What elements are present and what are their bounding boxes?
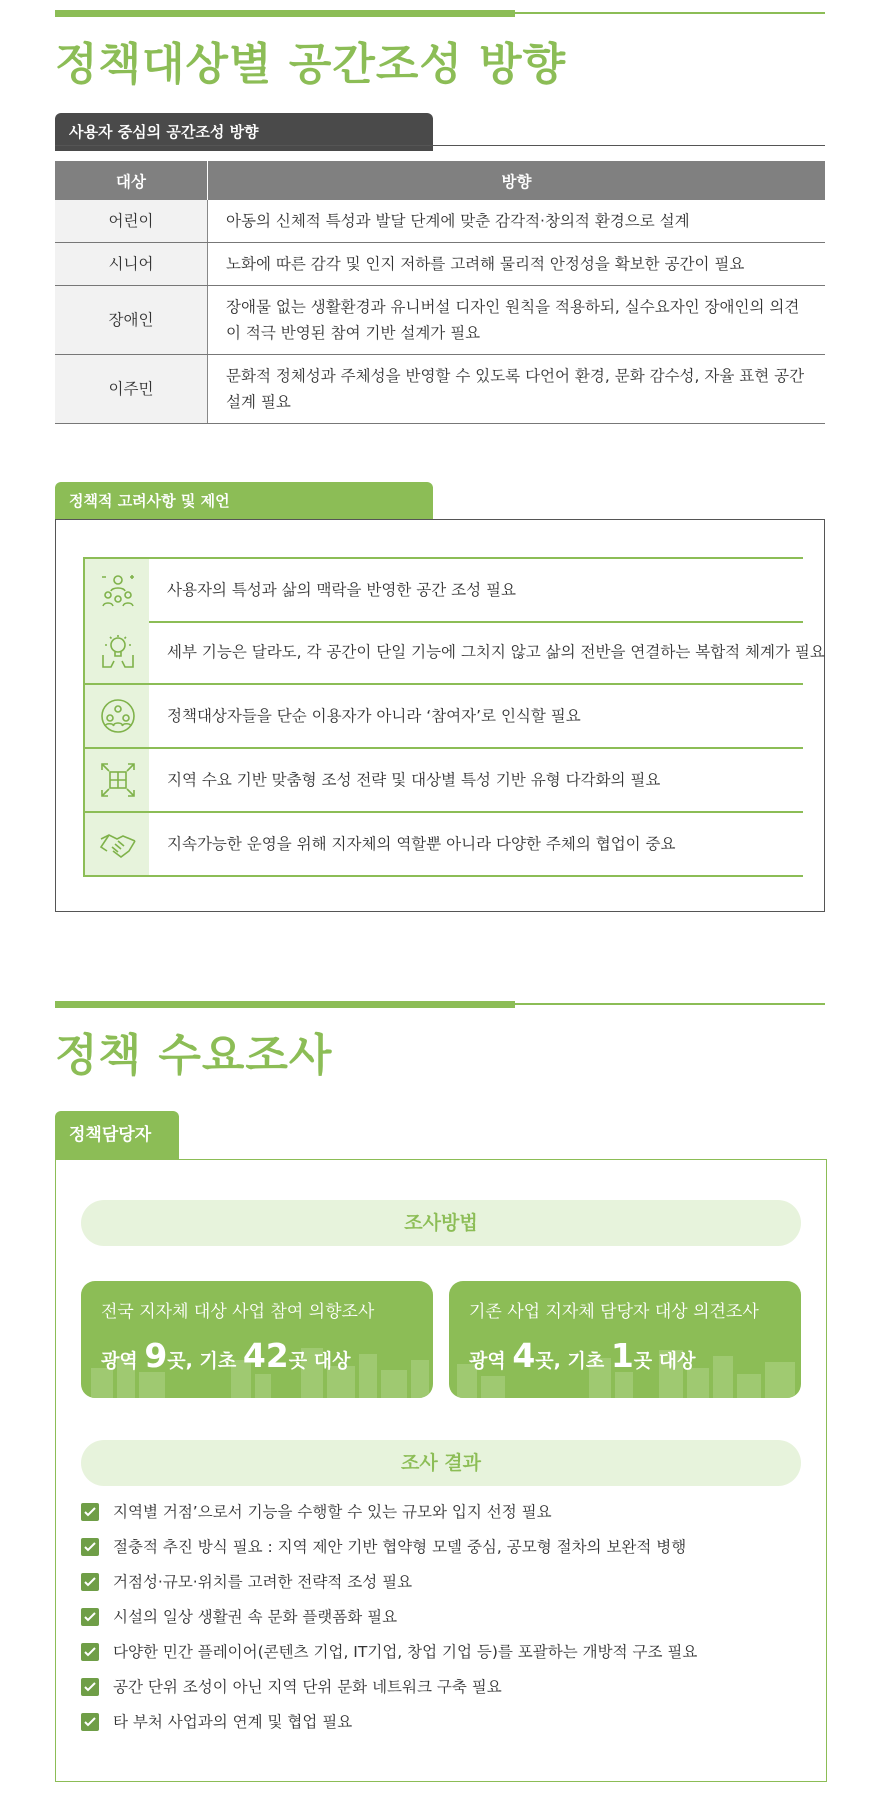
table-row [55, 355, 825, 424]
consideration-text: 세부 기능은 달라도, 각 공간이 단일 기능에 그치지 않고 삶의 전반을 연결하는 복합적 체계가 필요 [167, 643, 825, 661]
survey-card [81, 1281, 433, 1398]
consideration-text: 지역 수요 기반 맞춤형 조성 전략 및 대상별 특성 기반 유형 다각화의 필요 [167, 771, 661, 789]
direction-table [55, 161, 825, 424]
consideration-text: 정책대상자들을 단순 이용자가 아니라 ‘참여자’로 인식할 필요 [167, 707, 581, 725]
table-cell-direction: 문화적 정체성과 주체성을 반영할 수 있도록 다언어 환경, 문화 감수성, 자율 표현 공간 설계 필요 [208, 355, 826, 424]
table-row [55, 243, 825, 286]
check-icon [81, 1573, 99, 1591]
table-row [55, 200, 825, 243]
consideration-text: 지속가능한 운영을 위해 지자체의 역할뿐 아니라 다양한 주체의 협업이 중요 [167, 835, 676, 853]
community-circle-icon [83, 685, 149, 747]
list-item [83, 557, 803, 623]
survey-card-stat: 광역 4곳, 기초 1곳 대상 [469, 1336, 696, 1375]
list-item [83, 813, 803, 877]
survey-method-header: 조사방법 [81, 1200, 801, 1246]
tab-underline [55, 145, 825, 146]
table-header-target: 대상 [55, 161, 208, 200]
section-demand-survey [55, 1003, 825, 1793]
survey-card-stat: 광역 9곳, 기초 42곳 대상 [101, 1336, 351, 1375]
subsection-tab-considerations: 정책적 고려사항 및 제언 [55, 482, 433, 520]
table-cell-target: 이주민 [55, 355, 208, 424]
table-cell-target: 어린이 [55, 200, 208, 243]
table-cell-direction: 아동의 신체적 특성과 발달 단계에 맞춘 감각적·창의적 환경으로 설계 [208, 200, 826, 243]
check-icon [81, 1643, 99, 1661]
list-item [83, 621, 825, 685]
table-cell-direction: 노화에 따른 감각 및 인지 저하를 고려해 물리적 안정성을 확보한 공간이 필요 [208, 243, 826, 286]
check-icon [81, 1678, 99, 1696]
handshake-icon [83, 813, 149, 875]
survey-card-title: 전국 지자체 대상 사업 참여 의향조사 [101, 1302, 375, 1322]
check-icon [81, 1538, 99, 1556]
survey-card-title: 기존 사업 지자체 담당자 대상 의견조사 [469, 1302, 759, 1322]
list-item [83, 685, 803, 749]
check-icon [81, 1608, 99, 1626]
section-divider [55, 12, 825, 14]
section-title: 정책대상별 공간조성 방향 [55, 39, 567, 90]
list-item [83, 749, 803, 813]
table-cell-target: 장애인 [55, 286, 208, 355]
section-title: 정책 수요조사 [55, 1030, 333, 1081]
table-cell-target: 시니어 [55, 243, 208, 286]
table-header-row [55, 161, 825, 200]
survey-card [449, 1281, 801, 1398]
section-policy-direction [55, 12, 825, 853]
table-header-direction: 방향 [208, 161, 826, 200]
survey-box: 조사방법 전국 지자체 대상 사업 참여 의향조사 광역 9곳, 기초 42곳 대상 기존 사업 지자체 담당자 대상 의견조사 광역 4곳, 기초 1곳 대상 조사 결과 지역별 거점’으로서 기능을 수행할 수 있는 규모와 입지 선정 필요 절충적 추진 방식 필요 : 지역 제안 기반 협약형 모델 중심, 공모형 절차의 보완적 병행 거점성·규모·위치를 고려한 전략적 조성 필요 시설의 일상 생활권 속 문화 플랫폼화 필요 다양한 민간 플레이어(콘텐츠 기업, IT기업, 창업 기업 등)를 포괄하는 개방적 구조 필요 공간 단위 조성이 아닌 지역 단위 문화 네트워크 구축 필요 타 부처 사업과의 연계 및 협업 필요 [55, 1159, 827, 1782]
check-icon [81, 1503, 99, 1521]
subsection-tab-user-centered: 사용자 중심의 공간조성 방향 [55, 113, 433, 151]
strategy-puzzle-icon [83, 749, 149, 811]
table-row [55, 286, 825, 355]
tab-policy-officer: 정책담당자 [55, 1111, 179, 1160]
table-cell-direction: 장애물 없는 생활환경과 유니버설 디자인 원칙을 적용하되, 실수요자인 장애인의 의견이 적극 반영된 참여 기반 설계가 필요 [208, 286, 826, 355]
people-network-icon [83, 559, 149, 621]
section-divider [55, 1003, 825, 1005]
idea-hands-icon [83, 621, 149, 683]
consideration-text: 사용자의 특성과 삶의 맥락을 반영한 공간 조성 필요 [167, 581, 516, 599]
survey-result-header: 조사 결과 [81, 1440, 801, 1486]
considerations-box [55, 519, 825, 912]
check-icon [81, 1713, 99, 1731]
